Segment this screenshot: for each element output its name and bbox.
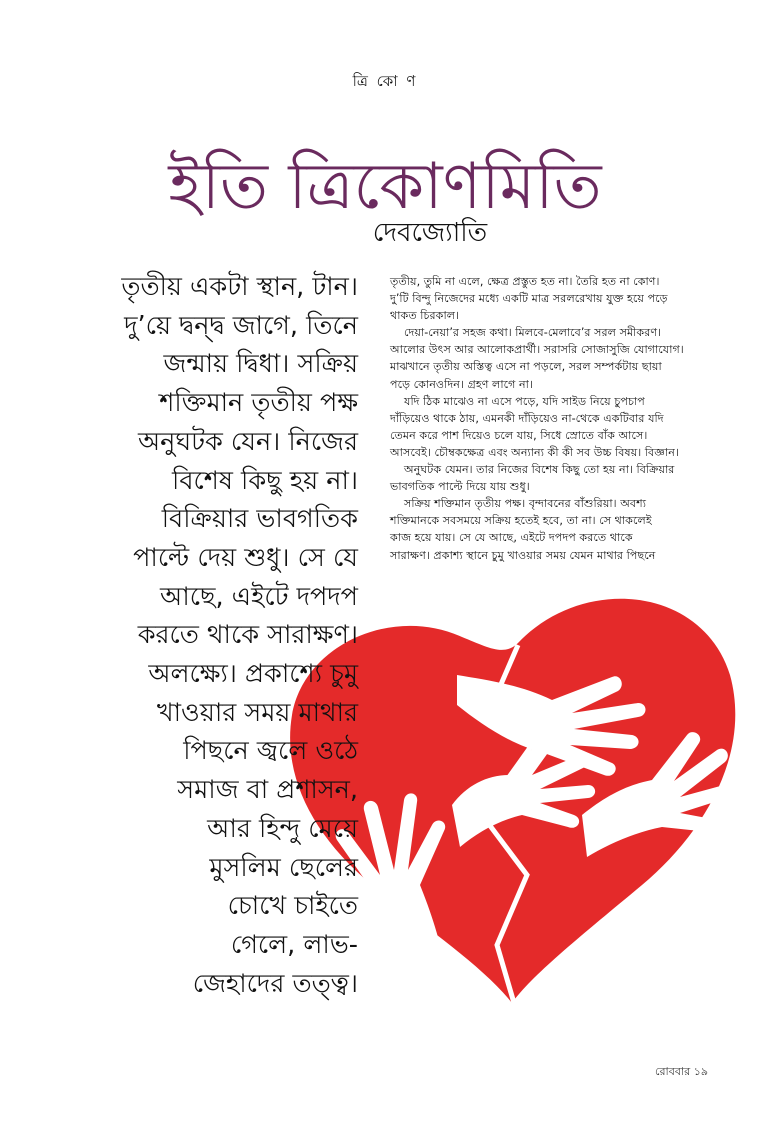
pull-quote-line: সমাজ বা প্রশাসন,	[177, 775, 358, 806]
body-line: তেমন করে পাশ দিয়েও চলে যায়, সিধে স্রোতে বাঁক আসে।	[390, 428, 648, 442]
pull-quote-line: পাল্টে দেয় শুধু। সে যে	[133, 542, 358, 573]
page-footer: রোববার ১৯	[655, 1065, 708, 1078]
pull-quote-line: মুসলিম ছেলের	[209, 852, 358, 883]
pull-quote-line: করতে থাকে সারাক্ষণ।	[137, 620, 358, 651]
pull-quote-line: খাওয়ার সময় মাথার	[156, 697, 358, 728]
pull-quote-line: শক্তিমান তৃতীয় পক্ষ	[159, 388, 358, 419]
pull-quote-line: জন্মায় দ্বিধা। সক্রিয়	[163, 349, 358, 380]
pull-quote-line: চোখে চাইতে	[227, 891, 358, 922]
body-line: শক্তিমানকে সবসময়ে সক্রিয় হতেই হবে, তা না। সে থাকলেই	[390, 514, 652, 528]
pull-quote-line: অনুঘটক যেন। নিজের	[138, 426, 358, 457]
article-body	[390, 273, 762, 564]
body-line: কাজ হয়ে যায়। সে যে আছে, এইটে দপদপ করতে থাকে	[390, 531, 633, 545]
body-line: সক্রিয় শক্তিমান তৃতীয় পক্ষ। বৃন্দাবনের বাঁশুরিয়া। অবশ্য	[404, 497, 647, 511]
body-line: ভাবগতিক পাল্টে দিয়ে যায় শুধু।	[390, 480, 530, 494]
author-byline: দেবজ্যোতি	[372, 218, 488, 248]
pull-quote-line: তৃতীয় একটা স্থান, টান।	[121, 272, 358, 302]
body-line: মাঝখানে তৃতীয় অস্তিত্ব এসে না পড়লে, সরল সম্পর্কটায় ছায়া	[390, 360, 662, 374]
pull-quote-line: আর হিন্দু মেয়ে	[207, 813, 358, 844]
body-line: দেয়া-নেয়া’র সহজ কথা। মিলবে-মেলাবে’র সরল সমীকরণ।	[404, 326, 662, 340]
body-line: পড়ে কোনওদিন। গ্রহণ লাগে না।	[390, 377, 533, 391]
body-line: যদি ঠিক মাঝেও না এসে পড়ে, যদি সাইড নিয়ে চুপচাপ	[404, 394, 645, 408]
pull-quote-line: আছে, এইটে দপদপ	[160, 581, 358, 612]
pull-quote-line: গেলে, লাভ-	[230, 929, 358, 960]
body-line: সারাক্ষণ। প্রকাশ্য স্থানে চুমু খাওয়ার সময় যেমন মাথার পিছনে	[390, 548, 656, 562]
pull-quote-line: জেহাদের তত্ত্ব।	[192, 968, 358, 999]
body-line: আসবেই। চৌম্বকক্ষেত্র এবং অন্যান্য কী কী সব উচ্চ বিষয়। বিজ্ঞান।	[390, 445, 679, 459]
pull-quote-line: বিক্রিয়ার ভাবগতিক	[161, 504, 358, 535]
body-line: দু’টি বিন্দু নিজেদের মধ্যে একটি মাত্র সরলরেখায় যুক্ত হয়ে পড়ে	[390, 292, 668, 306]
section-kicker: ত্রি কো ণ	[352, 72, 418, 90]
body-line: তৃতীয়, তুমি না এলে, ক্ষেত্র প্রস্তুত হত না। তৈরি হত না কোণ।	[390, 275, 660, 288]
pull-quote-line: বিশেষ কিছু হয় না।	[172, 465, 358, 496]
body-line: আলোর উৎস আর আলোকপ্রার্থী। সরাসরি সোজাসুজি যোগাযোগ।	[390, 343, 684, 357]
body-line: দাঁড়িয়েও থাকে ঠায়, এমনকী দাঁড়িয়েও না-থেকে একটিবার যদি	[390, 411, 664, 425]
pull-quote	[18, 268, 358, 1003]
body-line: থাকত চিরকাল।	[390, 309, 460, 323]
body-line: অনুঘটক যেমন। তার নিজের বিশেষ কিছু তো হয় না। বিক্রিয়ার	[404, 463, 675, 477]
pull-quote-line: দু’য়ে দ্বন্দ্ব জাগে, তিনে	[124, 310, 358, 341]
pull-quote-line: পিছনে জ্বলে ওঠে	[183, 736, 358, 767]
pull-quote-line: অলক্ষ্যে। প্রকাশ্যে চুমু	[148, 659, 358, 690]
article-title: ইতি ত্রিকোণমিতি	[168, 149, 602, 224]
